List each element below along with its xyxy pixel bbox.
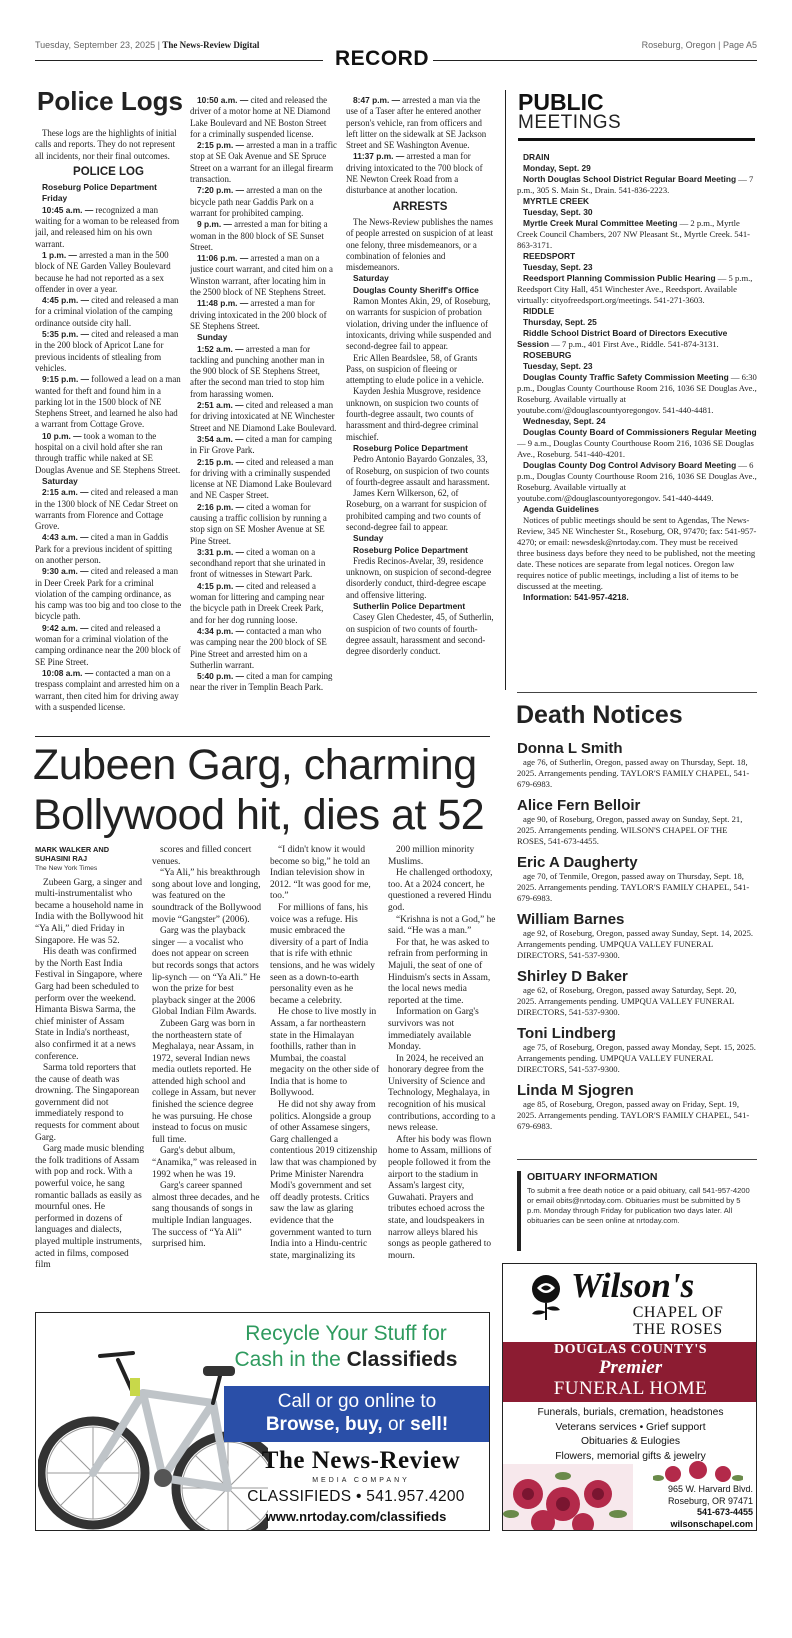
deceased-name: Toni Lindberg <box>517 1025 616 1042</box>
meeting-entry: Douglas County Board of Commissioners Regular Meeting — 9 a.m., Douglas County Courthouse Room 216, 1036 SE Douglas Ave., Roseburg. 541-440-4201. <box>517 427 757 459</box>
paper-name: The News-Review Digital <box>162 40 260 50</box>
classifieds-headline: Recycle Your Stuff for Cash in the Classifieds <box>234 1322 458 1371</box>
death-notice-body: age 92, of Roseburg, Oregon, passed away Sunday, Sept. 14, 2025. Arrangements pending. UMPQUA VALLEY FUNERAL DIRECTORS, 541-537-9300. <box>517 928 754 960</box>
log-entry: 10 p.m. — took a woman to the hospital on a civil hold after she ran through traffic while naked at SE Douglas Avenue and SE Stephens Street. <box>35 430 181 475</box>
obit-info-body: To submit a free death notice or a paid obituary, call 541-957-4200 or email obits@nrtoday.com. Obituaries must be submitted by 5 p.m. Monday through Friday for publication two days later. All obituaries can be seen online at nrtoday.com. <box>527 1186 750 1225</box>
deceased-name: Donna L Smith <box>517 740 623 757</box>
meeting-date: Tuesday, Sept. 30 <box>523 207 593 217</box>
log-entry: 4:34 p.m. — contacted a man who was camping near the 200 block of SE Pine Street and arrested him on a Sutherlin warrant. <box>190 625 327 670</box>
log-entry: 9:15 p.m. — followed a lead on a man wanted for theft and found him in a parking lot in the 1500 block of NE Stephens Street, and learned he also had a warrant from Cottage Grove. <box>35 374 181 430</box>
headline-line-2: Bollywood hit, dies at 52 <box>33 791 485 839</box>
header-rule-left <box>35 60 323 61</box>
log-entry: 9:30 a.m. — cited and released a man in Deer Creek Park for a criminal violation of the camping ordinance, as his camp was too big and too close to the bicycle path. <box>35 566 182 622</box>
article-col-1 <box>35 845 145 1300</box>
log-entry: 2:15 a.m. — cited and released a man in the 1300 block of NE Cedar Street on warrants from Florence and Cottage Grove. <box>35 487 179 532</box>
police-col-3 <box>346 95 494 731</box>
meetings-title-1: PUBLIC <box>518 89 604 115</box>
article-paragraph: For millions of fans, his voice was a refuge. His music embraced the diversity of a part of India that is rife with ethnic tensions, and he was widely seen as a down-to-earth personality even as he became a celebrity. <box>270 902 375 1006</box>
wilsons-city: Roseburg, OR 97471 <box>667 1495 753 1506</box>
wilsons-contact <box>623 1484 753 1530</box>
log-entry: 4:15 p.m. — cited and released a woman for littering and camping near the bicycle path in Dreek Creek Park, and for her dog running loose. <box>190 580 325 625</box>
article-paragraph: Zubeen Garg was born in the northeastern state of Meghalaya, near Assam, in 1972, several Indian news media outlets reported. He attended high school and college in Assam, but never finished the science degree he was pursuing. He chose instead to focus on music full time. <box>152 1018 256 1145</box>
death-notice <box>517 740 757 790</box>
headline-line-1: Zubeen Garg, charming <box>33 741 477 789</box>
wilsons-website[interactable]: wilsonschapel.com <box>670 1518 753 1529</box>
log-entry: 8:47 p.m. — arrested a man via the use of a Taser after he entered another person's vehicle, ran from officers and left litter on the sidewalk at SE Jackson Street and SE Washington Avenue. <box>346 95 487 151</box>
classifieds-ad[interactable] <box>35 1312 490 1531</box>
small-roses-illustration <box>653 1460 743 1484</box>
police-col-2 <box>190 95 337 731</box>
police-intro: These logs are the highlights of initial calls and reports. They do not represent all incidents, nor their final outcomes. <box>35 128 177 161</box>
police-logs-title: Police Logs <box>37 86 183 116</box>
death-notice-body: age 62, of Roseburg, Oregon, passed away Saturday, Sept. 20, 2025. Arrangements pending. UMPQUA VALLEY FUNERAL DIRECTORS, 541-537-9300. <box>517 985 737 1017</box>
meeting-location: RIDDLE <box>523 306 555 316</box>
wilsons-ad[interactable] <box>502 1263 757 1531</box>
article-paragraph: Garg was the playback singer — a vocalist who does not appear on screen but records songs that actors lip-synch — on “Ya Ali.” He won the prize for best playback singer at the 2006 Global Indian Film Awards. <box>152 926 261 1018</box>
meetings-rule <box>518 138 755 141</box>
article-paragraph: He chose to live mostly in Assam, a far northeastern state in the Himalayan foothills, rather than in Mumbai, the coastal megacity on the other side of India that is home to Bollywood. <box>270 1007 380 1099</box>
agency-heading: Douglas County Sheriff's Office <box>353 284 479 295</box>
meeting-date: Monday, Sept. 29 <box>523 163 591 173</box>
agency-heading: Sutherlin Police Department <box>353 601 466 612</box>
log-entry: 11:48 p.m. — arrested a man for driving intoxicated in the 200 block of SE Stephens Street. <box>190 298 327 331</box>
obit-top-rule <box>517 1159 757 1160</box>
police-col-1 <box>35 128 182 731</box>
log-entry: 10:45 a.m. — recognized a man waiting for a woman to be released from jail, and released him on his own warrant. <box>35 204 180 249</box>
classifieds-phone: CLASSIFIEDS • 541.957.4200 <box>247 1488 465 1505</box>
article-paragraph: scores and filled concert venues. <box>152 845 252 867</box>
death-notice-body: age 75, of Roseburg, Oregon, passed away Monday, Sept. 15, 2025. Arrangements pending. UMPQUA VALLEY FUNERAL DIRECTORS, 541-537-9300. <box>517 1042 756 1074</box>
log-entry: 3:54 a.m. — cited a man for camping in Fir Grove Park. <box>190 433 333 456</box>
day-heading: Saturday <box>353 273 389 284</box>
deceased-name: Alice Fern Belloir <box>517 797 641 814</box>
article-paragraph: He challenged orthodoxy, too. At a 2024 concert, he questioned a revered Hindu god. <box>388 868 493 913</box>
log-entry: 2:16 p.m. — cited a woman for causing a traffic collision by running a stop sign on SE Mosher Avenue at SE Pine Street. <box>190 501 327 546</box>
header-rule-right <box>433 60 757 61</box>
log-entry: 2:15 p.m. — arrested a man in a traffic stop at SE Oak Avenue and SE Spruce Street on a warrant for an illegal firearm transaction. <box>190 140 337 185</box>
meetings-list <box>517 152 757 687</box>
death-notice <box>517 968 757 1018</box>
log-entry: 2:51 a.m. — cited and released a man for driving intoxicated at NE Winchester Street and NE Diamond Lake Boulevard. <box>190 400 337 433</box>
news-review-logo: The News-Review <box>261 1447 461 1474</box>
agency-heading: Roseburg Police Department <box>42 182 157 193</box>
log-entry: 11:37 p.m. — arrested a man for driving intoxicated to the 700 block of NE Newton Creek Road from a disturbance at another location. <box>346 151 483 196</box>
meeting-entry: North Douglas School District Regular Board Meeting — 7 p.m., 305 S. Main St., Drain. 541-836-2223. <box>517 174 754 195</box>
deceased-name: Linda M Sjogren <box>517 1082 634 1099</box>
log-entry: 7:20 p.m. — arrested a man on the bicycle path near Gaddis Park on a warrant for prohibited camping. <box>190 185 323 218</box>
article-paragraph: In 2024, he received an honorary degree from the University of Science and Technology, Meghalaya, in recognition of his musical contributions, according to a news release. <box>388 1053 496 1134</box>
arrests-title: ARRESTS <box>392 200 448 213</box>
death-notice <box>517 1082 757 1132</box>
meeting-date: Wednesday, Sept. 24 <box>523 416 606 426</box>
death-notices-list <box>517 740 757 1155</box>
classifieds-band: Call or go online to Browse, buy, or sell! <box>224 1386 490 1442</box>
log-entry: 1:52 a.m. — arrested a man for tackling and punching another man in the 900 block of SE Stephens Street, after the second man tried to stop him from harassing women. <box>190 343 325 399</box>
meeting-entry: Douglas County Traffic Safety Commission Meeting — 6:30 p.m., Douglas County Courthouse Room 216, 1036 SE Douglas Ave., Roseburg. Available virtually at youtube.com/@douglascountyoregongov. 541-440-4481. <box>517 372 757 415</box>
meeting-location: DRAIN <box>523 152 550 162</box>
log-entry: 4:45 p.m. — cited and released a man for a criminal violation of the camping ordinance outside city hall. <box>35 295 179 328</box>
article-paragraph: 200 million minority Muslims. <box>388 845 475 867</box>
arrest-entry: Pedro Antonio Bayardo Gonzales, 33, of Roseburg, on suspicion of two counts of fourth-degree assault and harassment. <box>346 454 490 487</box>
obit-side-bar <box>517 1171 521 1251</box>
meeting-date: Tuesday, Sept. 23 <box>523 361 593 371</box>
death-notice <box>517 1025 757 1075</box>
article-paragraph: Sarma told reporters that the cause of death was drowning. The Singaporean government did not immediately respond to requests for comment about Garg. <box>35 1063 140 1143</box>
article-paragraph: “I didn't know it would become so big,” he told an Indian television show in 2012. “It was good for me, too.” <box>270 845 371 902</box>
meeting-date: Tuesday, Sept. 23 <box>523 262 593 272</box>
issue-date: Tuesday, September 23, 2025 | The News-Review Digital <box>35 40 260 50</box>
classifieds-url[interactable]: www.nrtoday.com/classifieds <box>265 1509 447 1524</box>
meeting-location: ROSEBURG <box>523 350 572 360</box>
meeting-entry: Reedsport Planning Commission Public Hearing — 5 p.m., Reedsport City Hall, 451 Winchester Ave., Reedsport. Available virtually: cityofreedsport.org/meetings. 541-271-3603. <box>517 273 753 305</box>
agency-heading: Roseburg Police Department <box>353 544 468 555</box>
day-heading: Sunday <box>353 533 384 544</box>
arrest-entry: Eric Allen Beardslee, 58, of Grants Pass, on suspicion of fleeing or attempting to elude police in a vehicle. <box>346 352 484 386</box>
article-headline <box>33 740 484 840</box>
article-top-rule <box>35 736 490 737</box>
article-paragraph: Zubeen Garg, a singer and multi-instrumentalist who became a household name in India with the Bollywood hit “Ya Ali,” died Friday in Singapore. He was 52. <box>35 877 144 946</box>
wilsons-chapel: CHAPEL OF THE ROSES <box>632 1304 724 1338</box>
article-body-1 <box>35 878 145 1272</box>
article-paragraph: After his body was flown home to Assam, millions of people followed it from the airport to the stadium in Assam's largest city, Guwahati. Prayers and tributes echoed across the state, and loudspeakers in narrow alleys blared his songs as people gathered to mourn. <box>388 1134 492 1261</box>
rose-icon <box>525 1272 567 1322</box>
meeting-location: REEDSPORT <box>523 251 576 261</box>
log-entry: 11:06 p.m. — arrested a man on a justice court warrant, and cited him on a Winston warrant, after locating him in the 2500 block of NE Stephens Street. <box>190 253 333 298</box>
log-entry: 5:35 p.m. — cited and released a man in the 200 block of Apricot Lane for previous incidents of stlealing from vehicles. <box>35 329 179 373</box>
guidelines-body: Notices of public meetings should be sent to Agendas, The News-Review, 345 NE Winchester St., Roseburg, OR, 97470; fax: 541-957-4270; or email: newsdesk@nrtoday.com. They must be received three business days before they need to be published, not the meeting date. These notices are separate from legal notices. Oregon law requires notice of public meetings, including a list of items to be discussed at the meeting. <box>517 515 757 591</box>
article-paragraph: Garg's career spanned almost three decades, and he sang thousands of songs in multiple Indian languages. The success of “Ya Ali” surprised him. <box>152 1181 260 1250</box>
death-notice <box>517 854 757 904</box>
section-title: RECORD <box>335 47 430 70</box>
death-notice-body: age 90, of Roseburg, Oregon, passed away on Sunday, Sept. 21, 2025. Arrangements pending. WILSON'S CHAPEL OF THE ROSES, 541-673-4455. <box>517 814 743 846</box>
log-entry: 9 p.m. — arrested a man for biting a woman in the 800 block of SE Sunset Street. <box>190 219 328 252</box>
log-entry: 9:42 a.m. — cited and released a woman for a criminal violation of the camping ordinance near the 200 block of SE Pine Street. <box>35 622 181 667</box>
death-notice-body: age 76, of Sutherlin, Oregon, passed away on Thursday, Sept. 18, 2025. Arrangements pending. TAYLOR'S FAMILY CHAPEL, 541-679-6983. <box>517 757 750 789</box>
meeting-date: Thursday, Sept. 25 <box>523 317 597 327</box>
log-entry: 2:15 p.m. — cited and released a man for driving with a criminally suspended license at NE Diamond Lake Boulevard and NE Casper Street. <box>190 456 334 501</box>
meeting-entry: Douglas County Dog Control Advisory Board Meeting — 6 p.m., Douglas County Courthouse Room 216, 1036 SE Douglas Ave., Roseburg. Available virtually at youtube.com/@douglascountyoregongov. 541-440-4449. <box>517 460 757 503</box>
article-paragraph: “Ya Ali,” his breakthrough song about love and longing, was featured on the soundtrack of the Bollywood movie “Gangster” (2006). <box>152 868 262 925</box>
meetings-title-2: MEETINGS <box>518 112 622 133</box>
roses-bouquet-illustration <box>503 1464 633 1531</box>
death-notice-body: age 70, of Tenmile, Oregon, passed away on Thursday, Sept. 18, 2025. Arrangements pending. TAYLOR'S FAMILY CHAPEL, 541-679-6983. <box>517 871 750 903</box>
death-notice <box>517 911 757 961</box>
wilsons-band: DOUGLAS COUNTY'S Premier FUNERAL HOME <box>503 1342 757 1402</box>
agency-heading: Roseburg Police Department <box>353 442 468 453</box>
wilsons-name: Wilson's <box>571 1266 695 1305</box>
deceased-name: Eric A Daugherty <box>517 854 638 871</box>
log-entry: 4:43 a.m. — cited a man in Gaddis Park for a previous incident of spitting on another person. <box>35 532 173 565</box>
day-heading: Sunday <box>197 332 228 343</box>
article-paragraph: His death was confirmed by the North East India Festival in Singapore, where Garg had been scheduled to perform over the weekend. Himanta Biswa Sarma, the chief minister of Assam State in India's northeast, also confirmed it at a news conference. <box>35 947 143 1062</box>
meetings-info: Information: 541-957-4218. <box>523 592 629 602</box>
meetings-divider <box>505 90 506 690</box>
article-author: MARK WALKER AND SUHASINI RAJ <box>35 845 110 863</box>
log-entry: 10:50 a.m. — cited and released the driver of a motor home at NE Diamond Lake Boulevard and NE Boston Street for a criminally suspended license. <box>190 95 331 139</box>
arrest-entry: Fredis Recinos-Avelar, 39, residence unknown, on suspicion of second-degree disorderly conduct, third-degree escape and offensive littering. <box>346 555 492 600</box>
article-paragraph: “Krishna is not a God,” he said. “He was a man.” <box>388 914 496 937</box>
day-heading: Saturday <box>42 475 78 486</box>
article-paragraph: Garg's debut album, “Anamika,” was released in 1992 when he was 19. <box>152 1146 257 1180</box>
log-entry: 1 p.m. — arrested a man in the 500 block of NE Garden Valley Boulevard because he had not reported as a sex offender in over a year. <box>35 249 171 294</box>
arrests-intro: The News-Review publishes the names of people arrested on suspicion of at least one felony, three misdemeanors, or a combination of felonies and misdemeanors. <box>346 216 494 273</box>
article-paragraph: He did not shy away from politics. Alongside a group of other Assamese singers, Garg challenged a contentious 2019 citizenship law that was championed by Prime Minister Narendra Modi's government and set off deadly protests. Critics saw the law as glaring evidence that the government wanted to turn India into a Hindu-centric state, marginalizing its <box>270 1100 378 1261</box>
deceased-name: William Barnes <box>517 911 625 928</box>
deaths-top-rule <box>517 692 757 693</box>
article-paragraph: Information on Garg's survivors was not immediately available Monday. <box>388 1007 479 1053</box>
meeting-location: MYRTLE CREEK <box>523 196 590 206</box>
article-paragraph: Garg made music blending the folk traditions of Assam with pop and rock. With a powerful voice, he sang romantic ballads as easily as mournful ones. He performed in dozens of languages and dialects, played multiple instruments, acted in films, composed film <box>35 1144 145 1271</box>
deceased-name: Shirley D Baker <box>517 968 628 985</box>
guidelines-title: Agenda Guidelines <box>523 504 599 514</box>
arrest-entry: Kayden Jeshia Musgrove, residence unknown, on suspicion two counts of fourth-degree assault, two counts of harassment and third-degree criminal mischief. <box>346 386 481 442</box>
arrest-entry: James Kern Wilkerson, 62, of Roseburg, on a warrant for suspicion of prohibited camping and two counts of second-degree fail to appear. <box>346 488 487 532</box>
article-col-4 <box>388 845 498 1300</box>
wilsons-phone[interactable]: 541-673-4455 <box>696 1507 753 1517</box>
article-col-2 <box>152 845 262 1300</box>
wilsons-address: 965 W. Harvard Blvd. <box>667 1484 753 1494</box>
arrest-entry: Casey Glen Chedester, 45, of Sutherlin, on suspicion of two counts of fourth-degree assault, harassment and second-degree disorderly conduct. <box>346 612 494 657</box>
wilsons-services: Funerals, burials, cremation, headstones Veterans services • Grief support Obituaries & Eulogies Flowers, memorial gifts & jewelry <box>537 1407 724 1462</box>
meeting-entry: Myrtle Creek Mural Committee Meeting — 2 p.m., Myrtle Creek Council Chambers, 207 NW Pleasant St., Myrtle Creek. 541-863-3171. <box>517 218 751 250</box>
meeting-entry: Riddle School District Board of Directors Executive Session — 7 p.m., 401 First Ave., Riddle. 541-874-3131. <box>517 328 728 349</box>
log-entry: 3:31 p.m. — cited a woman on a secondhand report that she urinated in front of witnesses in Stewart Park. <box>190 546 326 580</box>
log-entry: 5:40 p.m. — cited a man for camping near the river in Templin Beach Park. <box>190 671 333 693</box>
arrest-entry: Ramon Montes Akin, 29, of Roseburg, on warrants for suspicion of probation violation, driving under the influence of intoxicants, driving while suspended and second-degree fail to appear. <box>346 296 492 352</box>
article-source: The New York Times <box>35 865 98 872</box>
death-notice <box>517 797 757 847</box>
death-notice-body: age 85, of Roseburg, Oregon, passed away on Friday, Sept. 19, 2025. Arrangements pending. TAYLOR'S FAMILY CHAPEL, 541-679-6983. <box>517 1099 750 1131</box>
day-heading: Friday <box>42 193 68 204</box>
logo-subtitle: MEDIA COMPANY <box>312 1477 410 1484</box>
article-col-3 <box>270 845 380 1300</box>
article-paragraph: For that, he was asked to refrain from performing in Majuli, the seat of one of Hinduism's sects in Assam, the local news media reported at the time. <box>388 937 491 1006</box>
death-notices-title: Death Notices <box>516 701 683 729</box>
page-location: Roseburg, Oregon | Page A5 <box>641 40 757 50</box>
police-log-title: POLICE LOG <box>73 165 144 178</box>
log-entry: 10:08 a.m. — contacted a man on a trespass complaint and arrested him on a warrant, then cited him for driving away with a suspended license. <box>35 667 180 712</box>
obit-info-title: OBITUARY INFORMATION <box>527 1171 658 1183</box>
